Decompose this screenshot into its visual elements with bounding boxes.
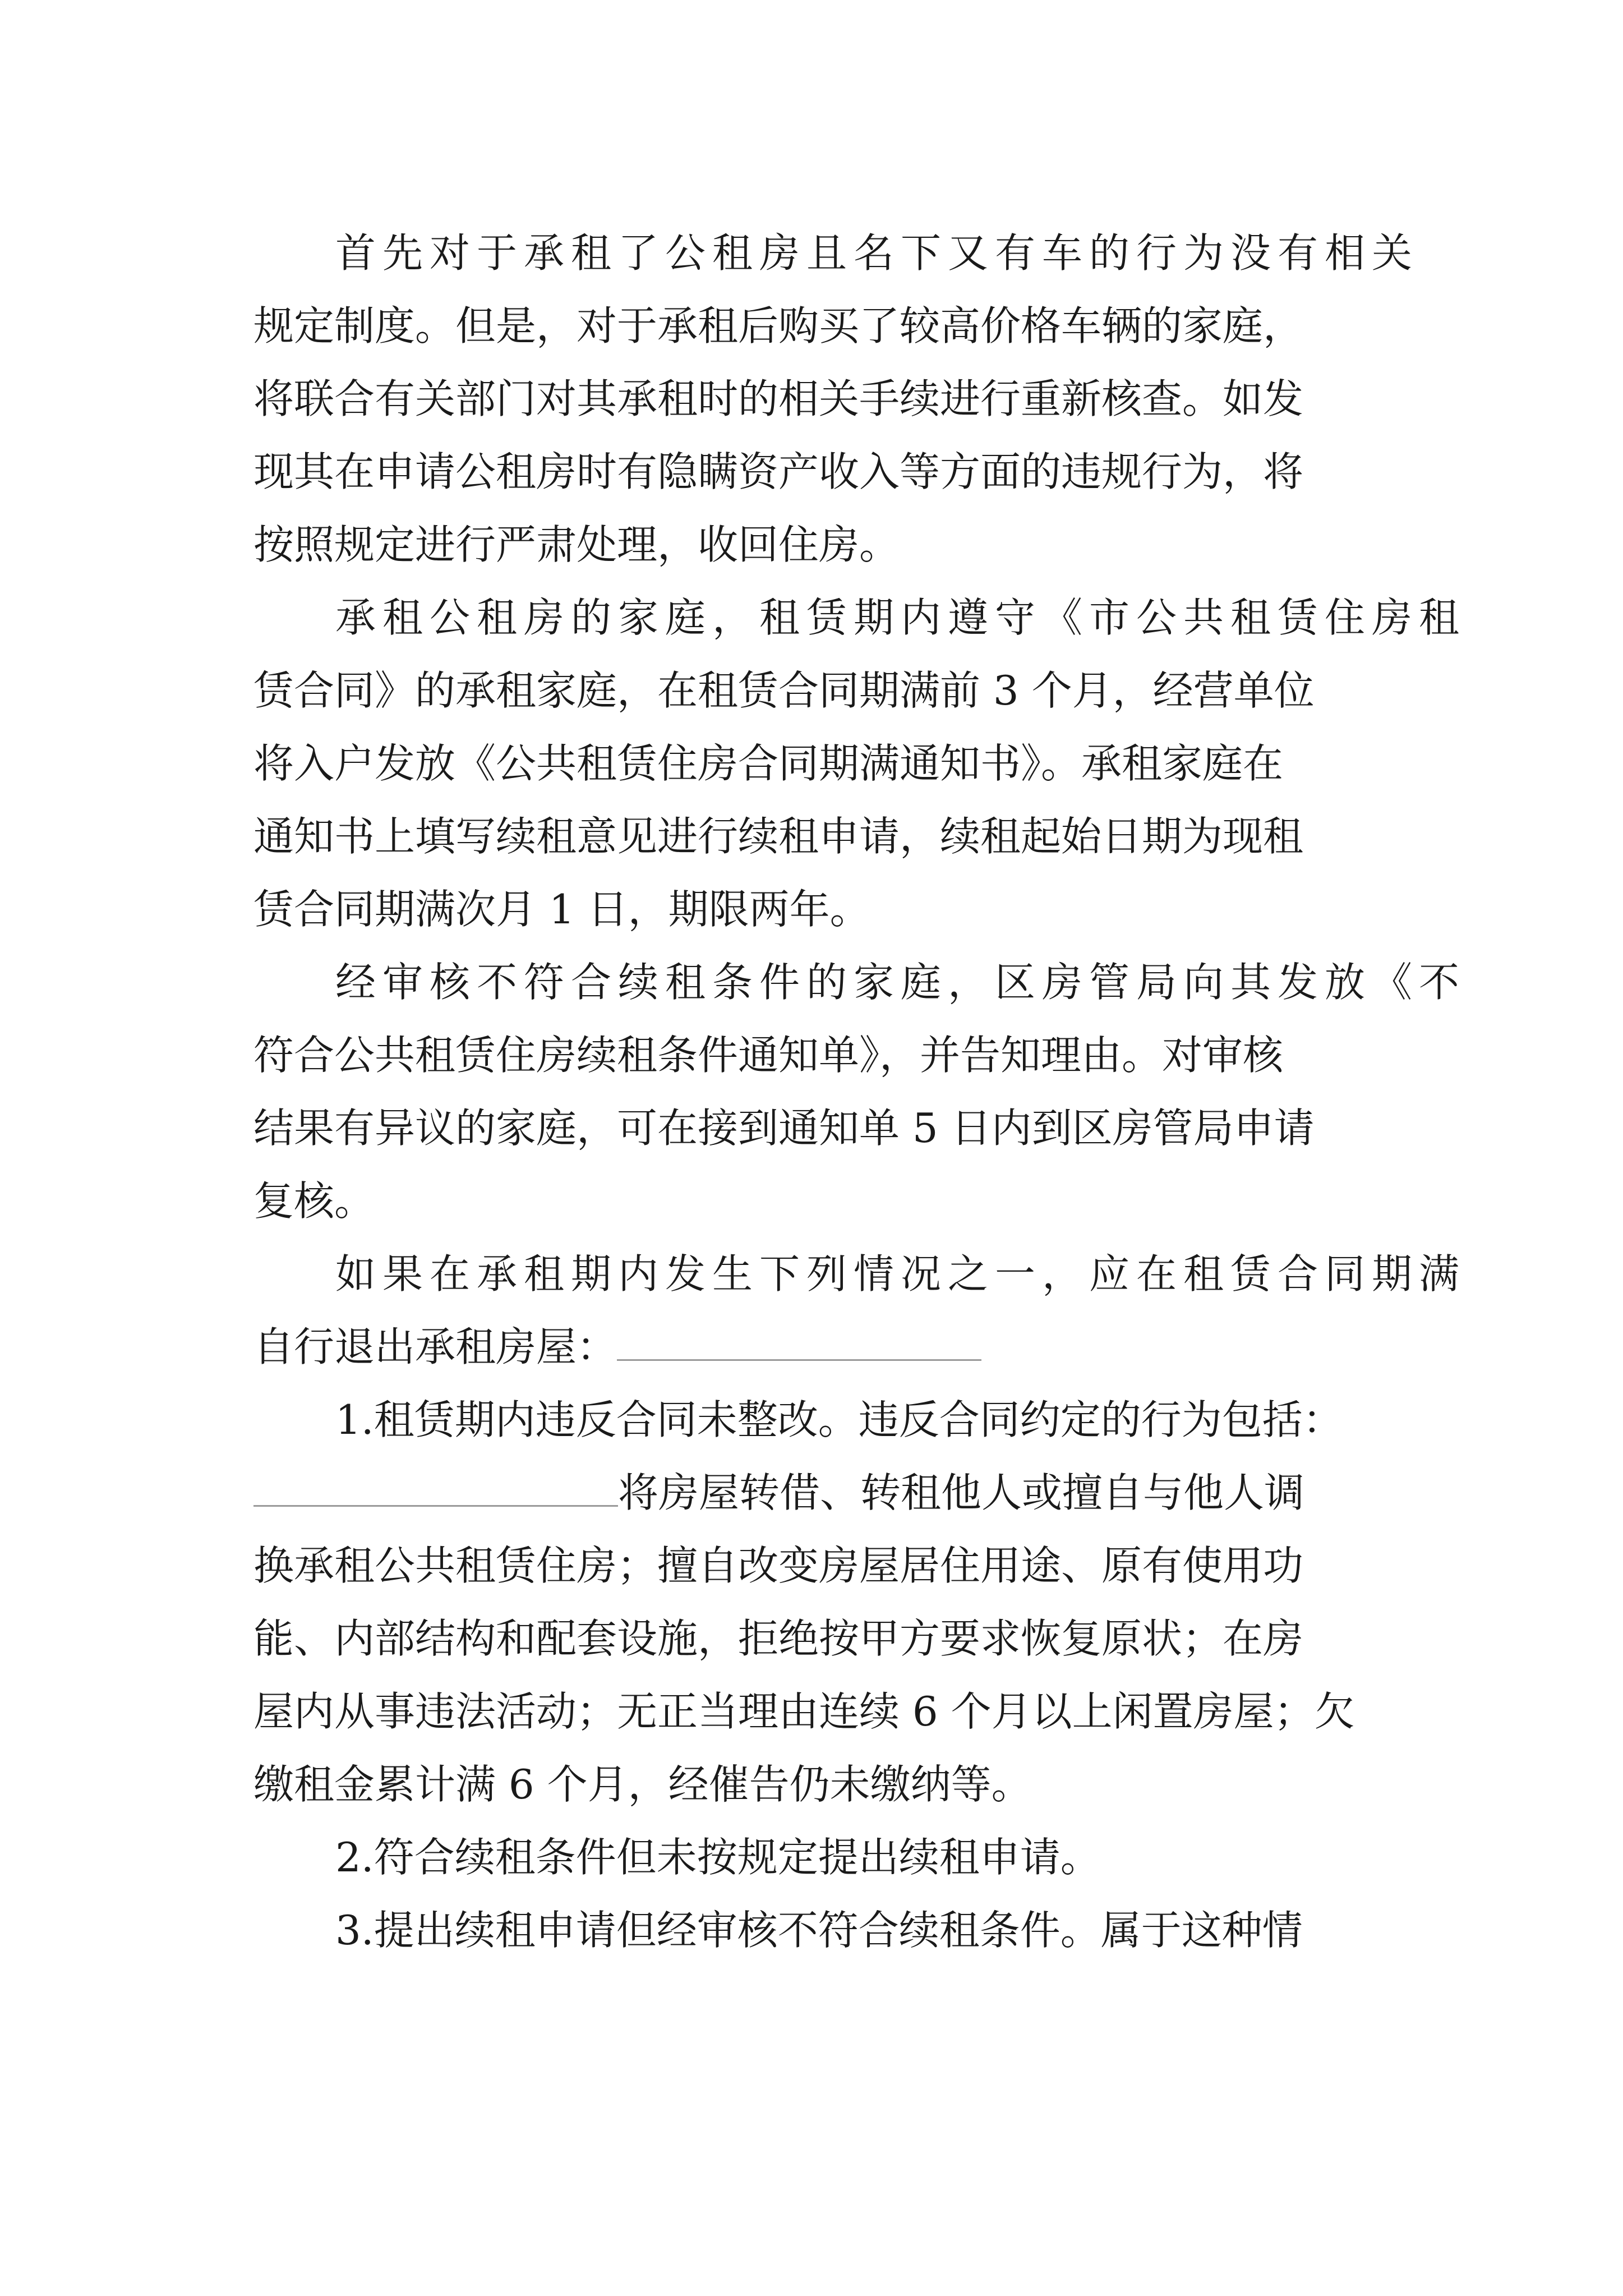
paragraph-2-line-1: 承租公租房的家庭，租赁期内遵守《市公共租赁住房租	[335, 594, 1467, 641]
paragraph-5-line-4: 能、内部结构和配套设施，拒绝按甲方要求恢复原状；在房	[253, 1615, 1304, 1662]
paragraph-3-line-2: 符合公共租赁住房续租条件通知单》，并告知理由。对审核	[253, 1032, 1284, 1079]
paragraph-6-line-1: 2.符合续租条件但未按规定提出续租申请。	[335, 1834, 1101, 1881]
paragraph-3-line-4: 复核。	[253, 1177, 375, 1225]
paragraph-2-line-4: 通知书上填写续租意见进行续租申请，续租起始日期为现租	[253, 813, 1304, 860]
fill-in-blank-line	[617, 1320, 981, 1361]
fill-in-blank-line	[253, 1466, 618, 1507]
paragraph-2-line-2: 赁合同》的承租家庭，在租赁合同期满前 3 个月，经营单位	[253, 667, 1315, 714]
paragraph-1-line-3: 将联合有关部门对其承租时的相关手续进行重新核查。如发	[253, 375, 1304, 422]
paragraph-5-line-2-row	[253, 1456, 1304, 1529]
paragraph-1-line-1: 首先对于承租了公租房且名下又有车的行为没有相关	[335, 229, 1419, 277]
paragraph-7-line-1: 3.提出续租申请但经审核不符合续租条件。属于这种情	[335, 1907, 1303, 1954]
paragraph-4-line-2-row	[253, 1310, 981, 1383]
paragraph-2-line-5: 赁合同期满次月 1 日，期限两年。	[253, 886, 870, 933]
paragraph-1-line-5: 按照规定进行严肃处理，收回住房。	[253, 521, 900, 568]
paragraph-5-line-5: 屋内从事违法活动；无正当理由连续 6 个月以上闲置房屋；欠	[253, 1688, 1355, 1735]
paragraph-5-line-6: 缴租金累计满 6 个月，经催告仍未缴纳等。	[253, 1761, 1032, 1808]
paragraph-3-line-1: 经审核不符合续租条件的家庭，区房管局向其发放《不	[335, 959, 1467, 1006]
paragraph-3-line-3: 结果有异议的家庭，可在接到通知单 5 日内到区房管局申请	[253, 1105, 1315, 1152]
paragraph-5-line-3: 换承租公共租赁住房；擅自改变房屋居住用途、原有使用功	[253, 1542, 1304, 1589]
paragraph-1-line-4: 现其在申请公租房时有隐瞒资产收入等方面的违规行为，将	[253, 448, 1304, 495]
paragraph-1-line-2: 规定制度。但是，对于承租后购买了较高价格车辆的家庭，	[253, 302, 1304, 349]
paragraph-5-line-2: 将房屋转借、转租他人或擅自与他人调	[618, 1469, 1305, 1516]
paragraph-4-line-2: 自行退出承租房屋：	[253, 1323, 617, 1370]
paragraph-5-line-1: 1.租赁期内违反合同未整改。违反合同约定的行为包括：	[335, 1396, 1343, 1443]
paragraph-4-line-1: 如果在承租期内发生下列情况之一，应在租赁合同期满	[335, 1250, 1467, 1297]
paragraph-2-line-3: 将入户发放《公共租赁住房合同期满通知书》。承租家庭在	[253, 740, 1284, 787]
